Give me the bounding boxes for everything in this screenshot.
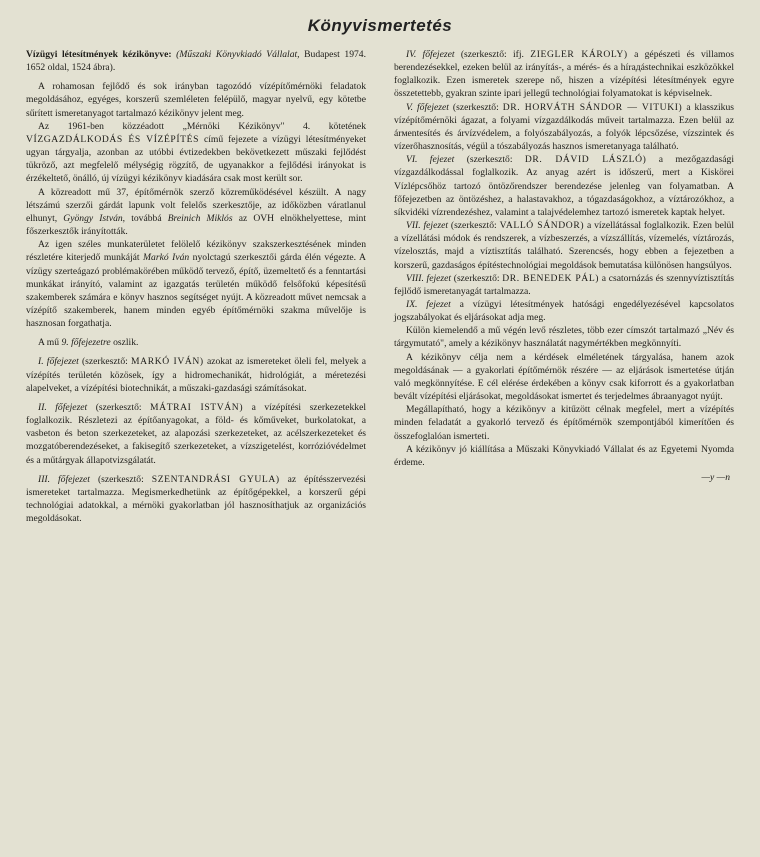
text-span: (szerkesztő:	[97, 473, 144, 485]
text-span: (szerkesztő:	[95, 401, 142, 413]
text-span: továbbá	[131, 212, 162, 224]
text-emphasis: 9. főfejezetre	[61, 337, 111, 349]
editor-name: DR. BENEDEK PÁL)	[502, 272, 600, 284]
person-name: Breinich Miklós	[167, 212, 233, 224]
text-span: (szerkesztő:	[81, 356, 128, 368]
chapter-8	[394, 272, 734, 298]
editor-name: SZENTANDRÁSI GYULA)	[151, 473, 280, 485]
chapter-label: II. főfejezet	[38, 401, 88, 413]
text-span: az OVH elnökhelyettese, mint főszerkesztők irányították.	[26, 212, 366, 238]
editor-name: MARKÓ IVÁN)	[131, 356, 204, 368]
chapter-text: a csatornázás és szennyvíztisztítás fejlődő ismeretanyagát tartalmazza.	[394, 272, 734, 297]
page-title: Könyvismertetés	[307, 16, 453, 35]
paragraph-history	[26, 120, 366, 186]
chapter-text: a vízügyi létesítmények hatósági engedélyezésével kapcsolatos jogszabályokat és eljárásokat adja meg.	[394, 298, 734, 324]
text-span: (szerkesztő:	[453, 272, 500, 284]
book-title: Vízügyi létesítmények kézikönyve:	[26, 49, 172, 60]
chapter-2	[26, 401, 366, 467]
chapter-name: VÍZGAZDÁLKODÁS ÉS VÍZÉPÍTÉS	[26, 133, 200, 145]
chapter-label: I. főfejezet	[38, 356, 79, 368]
editor-name: DR. DÁVID LÁSZLÓ)	[524, 154, 647, 166]
text-span: (szerkesztő:	[466, 154, 513, 166]
text-span: Az 1961-ben közzéadott „Mérnöki Kézikönyv" 4. kötetének	[38, 120, 366, 132]
chapter-label: VI. fejezet	[406, 154, 455, 166]
text-span: nyolctagú szerkesztői gárda élén végezte. A vízügy szerteágazó problémakörében működő tervező, építő, üzemeltető és a fenntartási munkákat irányító, valamint az igazgatás területén működő felsőfokú képesítésű szakemberek számára e könyv hasznos segítséget nyújt. A közreadott művet nemcsak a vízépítő szakemberek, hanem minden egyéb építőmérnöki szakma művelője is hasznosan forgathatja.	[26, 252, 366, 330]
text-span: A közreadott mű 37, építőmérnök szerző közreműködésével készült. A nagy létszámú szerzői gárdát lapunk volt felelős szerkesztője, az időközben váratlanul elhunyt,	[26, 186, 366, 224]
book-details: Budapest 1974. 1652 oldal, 1524 ábra).	[26, 49, 366, 74]
paragraph-intro: A rohamosan fejlődő és sok irányban tagozódó vízépítőmérnöki feladatok megoldásához, egyéges, korszerű szemléleten felépülő, magyar nyelvű, egy kötetbe sűrített ismeretanyagot tartalmazó kézikönyv jelent meg.	[26, 81, 366, 119]
chapter-text: a vízellátással foglalkozik. Ezen belül a vízellátási módok és rendszerek, a vízbeszerzés, a vízszállítás, vízemelés, víztározás, vízelosztás, majd a víztisztítás található. Szerencsés, hogy ebben a fejezetben a korszerű, gazdaságos építéstechnológiai megoldások bemutatása különösen hangsúlyos.	[394, 220, 734, 271]
chapter-text: az építésszervezési ismereteket tartalmazza. Megismerkedhetünk az építőgépekkel, a korszerű gépi technológiai adatokkal, a mérnöki gyakorlatban jól hasznosíthatjuk az organizációs megoldásokat.	[26, 473, 366, 525]
person-name: Gyöngy István,	[63, 212, 126, 224]
editor-name: ZIEGLER KÁROLY)	[530, 49, 628, 60]
paragraph-credits: A kézikönyv jó kiállítása a Műszaki Könyvkiadó Vállalat és az Egyetemi Nyomda érdeme.	[394, 443, 734, 468]
author-signature: —y —n	[701, 472, 730, 483]
paragraph-index: Külön kiemelendő a mű végén levő részletes, több ezer címszót tartalmazó „Név és tárgymutató", amely a kézikönyv használatát nagymértékben megkönnyíti.	[394, 325, 734, 350]
paragraph-structure	[26, 336, 366, 349]
text-span: Az igen széles munkaterületet felölelő kézikönyv szakszerkesztésének minden részletére kiterjedő munkáját	[26, 239, 366, 264]
chapter-6	[394, 153, 734, 219]
book-reference	[26, 48, 366, 74]
book-publisher: (Műszaki Könyvkiadó Vállalat,	[176, 49, 300, 60]
chapter-label: IV. főfejezet	[406, 49, 455, 60]
text-span: című fejezete a vízügyi létesítményeket ugyan tárgyalja, azonban az utóbbi évtizedekben bekövetkezett műszaki fejlődést tükröző, azt megfelelő mélységig rögzítő, de ugyanakkor a fejlődési irányokat is érzékeltető, önálló, új vízügyi kézikönyv kiadására csak most került sor.	[26, 133, 366, 185]
paragraph-conclusion: Megállapítható, hogy a kézikönyv a kitűzött célnak megfelel, mert a vízépítés minden feladatát a gyakorló tervező és építőmérnök szempontjából kimerítően és összefoglalóan ismerteti.	[394, 404, 734, 442]
text-span: A mű	[38, 337, 60, 349]
chapter-label: V. főfejezet	[406, 101, 449, 113]
paragraph-editors	[26, 238, 366, 330]
chapter-4	[394, 48, 734, 101]
chapter-text: a gépészeti és villamos berendezésekkel, ezeken belül az irányítás-, a mérés- és a hírадástechnikai eszközökkel foglalkozik. Ezen ismeretek szerepe nő, hiszen a vízépítési létesítmények egyre összetettebb, gyakran szinte ipari jellegű technológiai folyamatokat is képviselnek.	[394, 49, 735, 100]
chapter-label: VIII. fejezet	[406, 272, 452, 284]
chapter-1	[26, 355, 366, 394]
chapter-text: azokat az ismereteket öleli fel, melyek a vízépítés területén közösek, így a hidromechanikát, hidrológiát, a méretezési alapelveket, a vízépítési biotechnikát, a műszaki-gazdasági számításokat.	[26, 356, 367, 394]
chapter-label: III. főfejezet	[38, 473, 90, 485]
paragraph-purpose: A kézikönyv célja nem a kérdések elméletének tárgyalása, hanem azok megoldásának — a gyakorlati építőmérnök részére — az eljárások ismertetése útján való megkönnyítése. E cél elérése érdekében a könyv csak kiforrott és a gyakorlatban bevált vízépítési eljárásokat, megoldásokat ismertet és terjedelmes ábraanyagot nyújt.	[394, 351, 734, 403]
article-columns	[26, 48, 734, 525]
editor-name: MÁTRAI ISTVÁN)	[150, 401, 244, 413]
text-span: (szerkesztő: ifj.	[460, 49, 524, 60]
editor-name: DR. HORVÁTH SÁNDOR — VITUKI)	[502, 101, 683, 113]
right-column	[394, 48, 734, 525]
editor-name: VALLÓ SÁNDOR)	[499, 220, 585, 232]
chapter-label: VII. fejezet	[406, 220, 449, 232]
text-span: (szerkesztő:	[450, 220, 497, 232]
chapter-label: IX. fejezet	[406, 298, 451, 310]
paragraph-authors	[26, 186, 366, 239]
left-column	[26, 48, 366, 525]
person-name: Markó Iván	[143, 252, 190, 264]
chapter-7	[394, 219, 734, 272]
chapter-9	[394, 298, 734, 324]
chapter-5	[394, 101, 734, 154]
chapter-text: a vízépítési szerkezetekkel foglalkozik. Részletezi az építőanyagokat, a föld- és kőműveket, burkolatokat, a vasbeton és beton szerkezeteket, az alapozási szerkezeteket, az acélszerkezeteket és mozgatóberendezéseket, a fakisegítő szerkezeteket, a vízszigetelést, korrózióvédelmet és a műtárgyak állapotvizsgálatát.	[26, 401, 367, 466]
chapter-3	[26, 473, 366, 526]
chapter-text: a mezőgazdasági vízgazdálkodással foglalkozik. Az anyag azért is időszerű, mert a Kiskörei Vízlépcsőhöz tartozó öntözőrendszer berendezése jelenleg van folyamatban. A főfejezetben az öntözéshez, a halastavakhoz, a tógazdaságokhoz, a víztározókhoz, a síkvidéki vízrendezéshez, valamint a talajvédelemhez tartozó ismeretek kaptak helyet.	[394, 154, 734, 218]
text-span: (szerkesztő:	[452, 101, 499, 113]
chapter-text: a klasszikus vízépítőmérnöki ágazat, a folyami vízgazdálkodás műveit tartalmazza. Ezen belül az árмentesítés és árvízvédelem, a folyószabályozás, a folyók lépcsőzése, vízszintek és vízerőhasznosítás, végül a tószabályozás hasznos ismeretanyaga található.	[394, 101, 734, 153]
text-span: oszlik.	[113, 337, 139, 349]
